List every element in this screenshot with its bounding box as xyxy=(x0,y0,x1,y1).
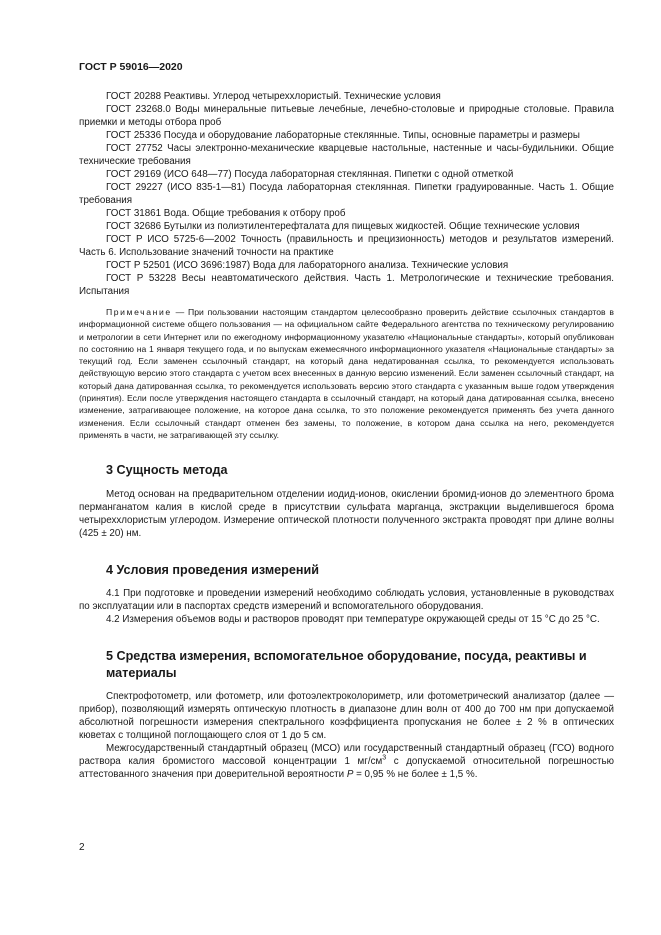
section-5-p2-part-c: = 0,95 % не более ± 1,5 %. xyxy=(353,769,478,781)
variable-p: P xyxy=(346,769,354,781)
section-4-heading: 4 Условия проведения измерений xyxy=(106,562,319,577)
section-4-2-text: 4.2 Измерения объемов воды и растворов проводят при температуре окружающей среды от 15 °С до 25 °С. xyxy=(106,614,600,626)
reference-item: ГОСТ Р 53228 Весы неавтоматического действия. Часть 1. Метрологические и технические требования. Испытания xyxy=(79,273,614,297)
reference-item: ГОСТ Р ИСО 5725-6—2002 Точность (правильность и прецизионность) методов и результатов измерений. Часть 6. Использование значений точности на практике xyxy=(79,234,614,258)
section-4-1-text: 4.1 При подготовке и проведении измерений необходимо соблюдать условия, установленные в руководствах по эксплуатации или в паспортах средств измерений и вспомогательного оборудования. xyxy=(79,588,614,613)
section-3-heading: 3 Сущность метода xyxy=(106,463,228,478)
section-5-paragraph-1: Спектрофотометр, или фотометр, или фотоэлектроколориметр, или фотометрический анализатор (далее — прибор), позволяющий измерять оптическую плотность в диапазоне длин волн от 400 до 700 нм при допускаемой абсолютной погрешности измерения спектрального коэффициента пропускания не более ± 2 % в оптических кюветах с толщиной поглощающего слоя от 1 до 5 см. xyxy=(79,691,614,742)
section-5-paragraph-2 xyxy=(79,742,614,781)
page-content xyxy=(79,90,614,781)
note-paragraph xyxy=(79,306,614,441)
reference-item: ГОСТ 27752 Часы электронно-механические кварцевые настольные, настенные и часы-будильники. Общие технические требования xyxy=(79,143,614,167)
reference-item: ГОСТ 32686 Бутылки из полиэтилентерефталата для пищевых жидкостей. Общие технические условия xyxy=(106,221,580,232)
reference-item: ГОСТ Р 52501 (ИСО 3696:1987) Вода для лабораторного анализа. Технические условия xyxy=(106,260,509,271)
note-text: — При пользовании настоящим стандартом целесообразно проверить действие ссылочных стандартов в информационной системе общего пользования — на официальном сайте Федерального агентства по техническому регулированию и метрологии в сети Интернет или по ежегодному информационному указателю «Национальные стандарты», который опубликован по состоянию на 1 января текущего года, и по выпускам ежемесячного информационного указателя «Национальные стандарты» за текущий год. Если заменен ссылочный стандарт, на который дана недатированная ссылка, то рекомендуется использовать действующую версию этого стандарта с учетом всех внесенных в данную версию изменений. Если заменен ссылочный стандарт, на который дана датированная ссылка, то рекомендуется использовать версию этого стандарта с указанным выше годом утверждения (принятия). Если после утверждения настоящего стандарта в ссылочный стандарт, на который дана датированная ссылка, внесено изменение, затрагивающее положение, на которое дана ссылка, то это положение рекомендуется применять без учета данного изменения. Если ссылочный стандарт отменен без замены, то положение, в котором дана ссылка на него, рекомендуется применять в части, не затрагивающей эту ссылку. xyxy=(79,307,614,440)
superscript: 3 xyxy=(382,755,387,762)
reference-item: ГОСТ 25336 Посуда и оборудование лабораторные стеклянные. Типы, основные параметры и размеры xyxy=(106,130,580,141)
reference-item: ГОСТ 29227 (ИСО 835-1—81) Посуда лабораторная стеклянная. Пипетки градуированные. Часть 1. Общие требования xyxy=(79,182,614,206)
page-number: 2 xyxy=(79,842,85,853)
reference-item: ГОСТ 31861 Вода. Общие требования к отбору проб xyxy=(106,208,346,219)
note-label: Примечание xyxy=(106,307,172,317)
section-5-p2-part-a: Межгосударственный стандартный образец (МСО) или государственный стандартный образец (ГСО) водного раствора калия бромистого массовой концентрации 1 мг/см xyxy=(79,743,614,768)
section-3-text: Метод основан на предварительном отделении иодид-ионов, окислении бромид-ионов до элементного брома перманганатом калия в кислой среде в присутствии сульфата марганца, экстракции выделившегося брома четыреххлористым углеродом. Измерение оптической плотности полученного экстракта проводят при длине волны (425 ± 20) нм. xyxy=(79,488,614,539)
reference-item: ГОСТ 29169 (ИСО 648—77) Посуда лабораторная стеклянная. Пипетки с одной отметкой xyxy=(106,169,514,180)
reference-item: ГОСТ 23268.0 Воды минеральные питьевые лечебные, лечебно-столовые и природные столовые. Правила приемки и методы отбора проб xyxy=(79,104,614,128)
reference-item: ГОСТ 20288 Реактивы. Углерод четыреххлористый. Технические условия xyxy=(106,91,441,102)
document-header: ГОСТ Р 59016—2020 xyxy=(79,61,183,73)
section-5-p2-part-b: с допускаемой относительной погрешностью аттестованного значения при доверительной вероятности xyxy=(79,756,614,781)
section-5-heading: 5 Средства измерения, вспомогательное оборудование, посуда, реактивы и материалы xyxy=(106,649,587,680)
